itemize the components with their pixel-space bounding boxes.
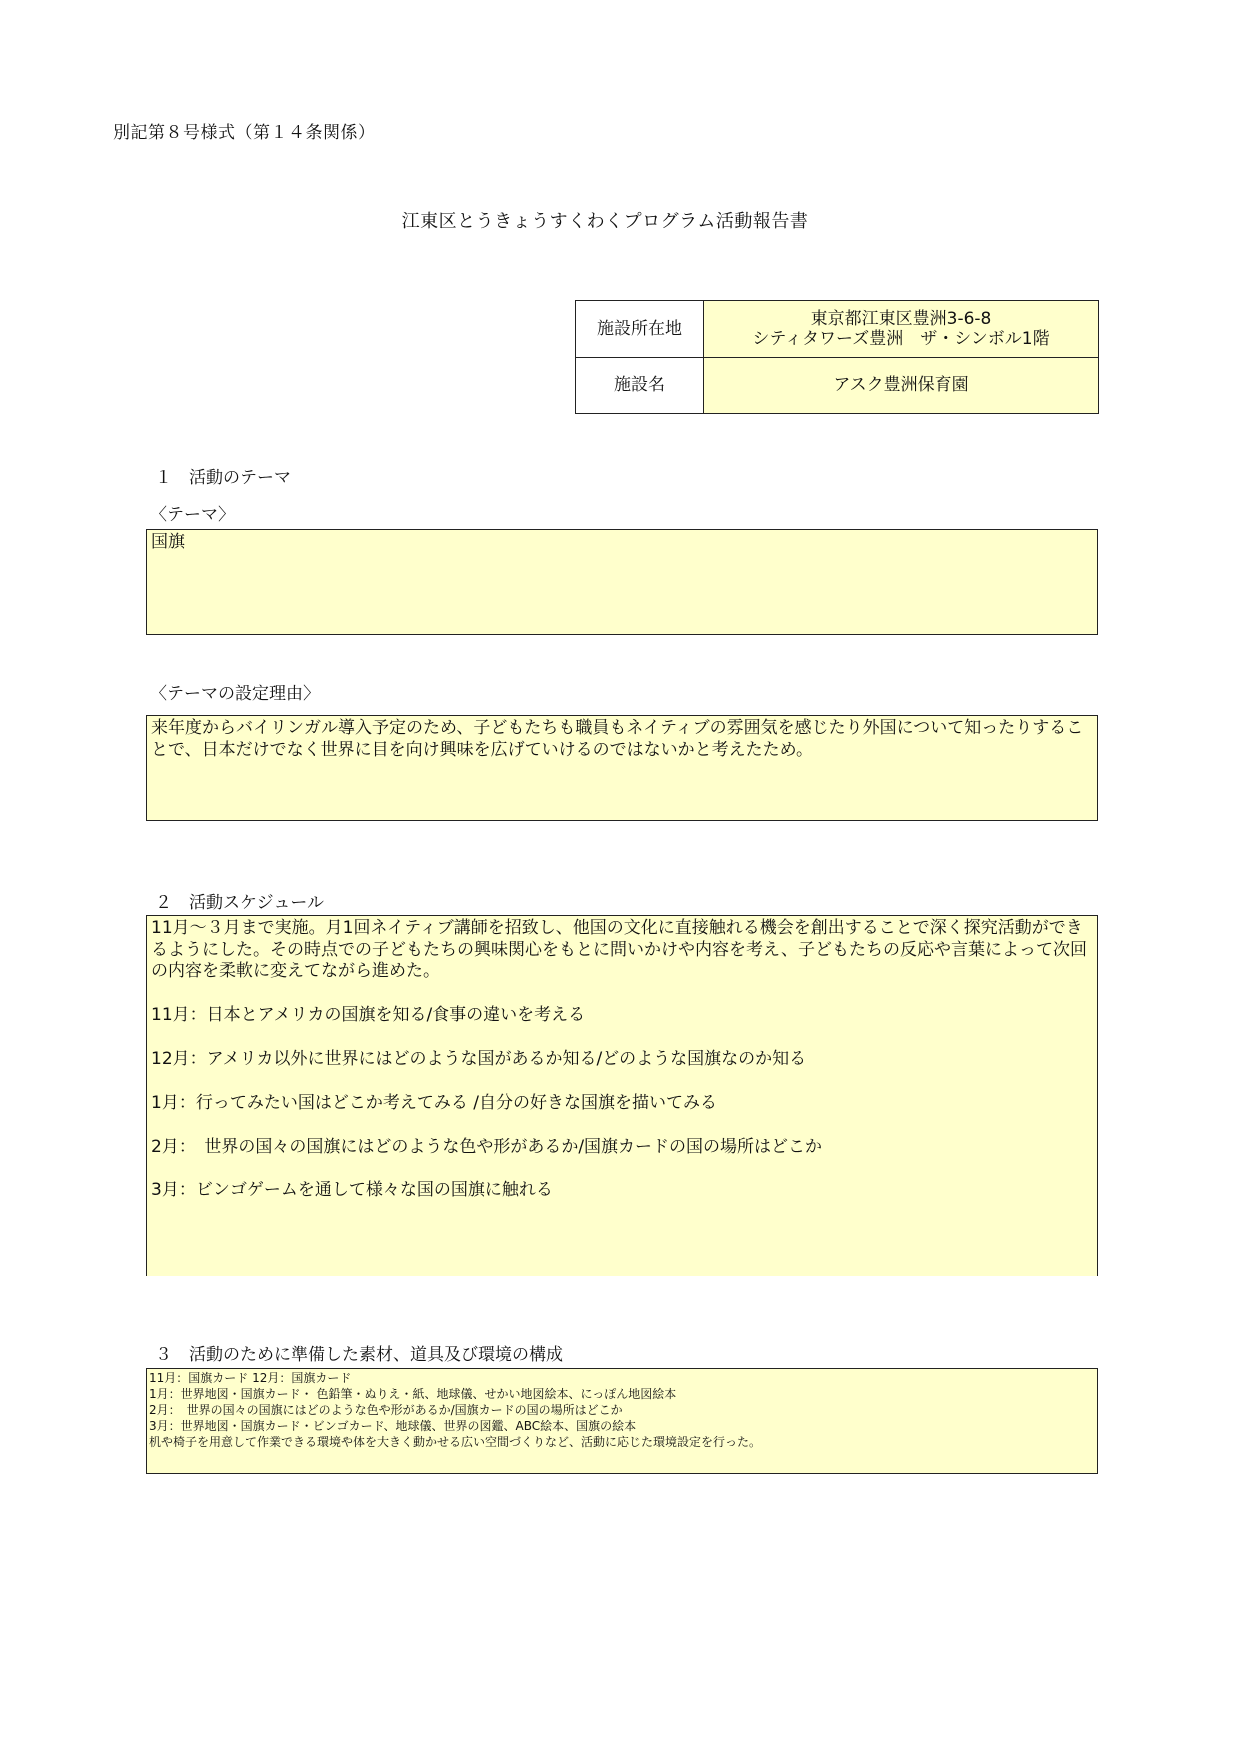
schedule-content [147,916,1097,1204]
materials-line: 机や椅子を用意して作業できる環境や体を大きく動かせる広い空間づくりなど、活動に応じた環境設定を行った。 [149,1434,762,1449]
section2-heading: ２ 活動スケジュール [155,893,324,913]
theme-reason-text: 来年度からバイリンガル導入予定のため、子どもたちも職員もネイティブの雰囲気を感じたり外国について知ったりすることで、日本だけでなく世界に目を向け興味を広げていけるのではないかと考えたため。 [151,718,1084,760]
materials-line: 2月： 世界の国々の国旗にはどのような色や形があるか/国旗カードの国の場所はどこか [149,1402,623,1417]
facility-name-value: アスク豊洲保育園 [704,358,1099,414]
section3-heading: ３ 活動のために準備した素材、道具及び環境の構成 [155,1345,563,1365]
theme-reason-box [146,715,1098,821]
facility-address-label: 施設所在地 [576,301,704,358]
theme-text: 国旗 [151,532,185,552]
schedule-month-item: 11月：日本とアメリカの国旗を知る/食事の違いを考える [151,1004,586,1025]
address-line: 東京都江東区豊洲3-6-8 [810,308,992,329]
schedule-intro: 11月～３月まで実施。月1回ネイティブ講師を招致し、他国の文化に直接触れる機会を創出することで深く探究活動ができるようにした。その時点での子どもたちの興味関心をもとに問いかけや内容を考え、子どもたちの反応や言葉によって次回の内容を柔軟に変えてながら進めた。 [151,918,1088,982]
address-line: シティタワーズ豊洲 ザ・シンボル1階 [752,329,1050,349]
section1-heading: １ 活動のテーマ [155,468,291,488]
schedule-month-item: 3月：ビンゴゲームを通して様々な国の国旗に触れる [151,1180,553,1201]
materials-line: 11月：国旗カード 12月：国旗カード [149,1371,352,1385]
facility-address-value [704,301,1099,358]
materials-box [146,1368,1098,1474]
schedule-month-item: 1月：行ってみたい国はどこか考えてみる /自分の好きな国旗を描いてみる [151,1092,717,1113]
theme-box [146,529,1098,635]
document-title: 江東区とうきょうすくわくプログラム活動報告書 [401,211,809,232]
schedule-month-item: 2月： 世界の国々の国旗にはどのような色や形があるか/国旗カードの国の場所はどこか [151,1136,823,1157]
materials-line: 1月：世界地図・国旗カード・ 色鉛筆・ぬりえ・紙、地球儀、せかい地図絵本、にっぽん地図絵本 [149,1386,677,1401]
schedule-box [146,915,1098,1276]
theme-label: 〈テーマ〉 [150,505,235,525]
facility-name-label: 施設名 [576,358,704,414]
form-number-label: 別記第８号様式（第１４条関係） [113,123,376,143]
facility-info-table [575,300,1099,414]
materials-list [147,1369,1097,1451]
schedule-month-item: 12月：アメリカ以外に世界にはどのような国があるか知る/どのような国旗なのか知る [151,1048,807,1069]
materials-line: 3月：世界地図・国旗カード・ビンゴカード、地球儀、世界の図鑑、ABC絵本、国旗の絵本 [149,1418,637,1433]
theme-reason-label: 〈テーマの設定理由〉 [150,684,320,704]
